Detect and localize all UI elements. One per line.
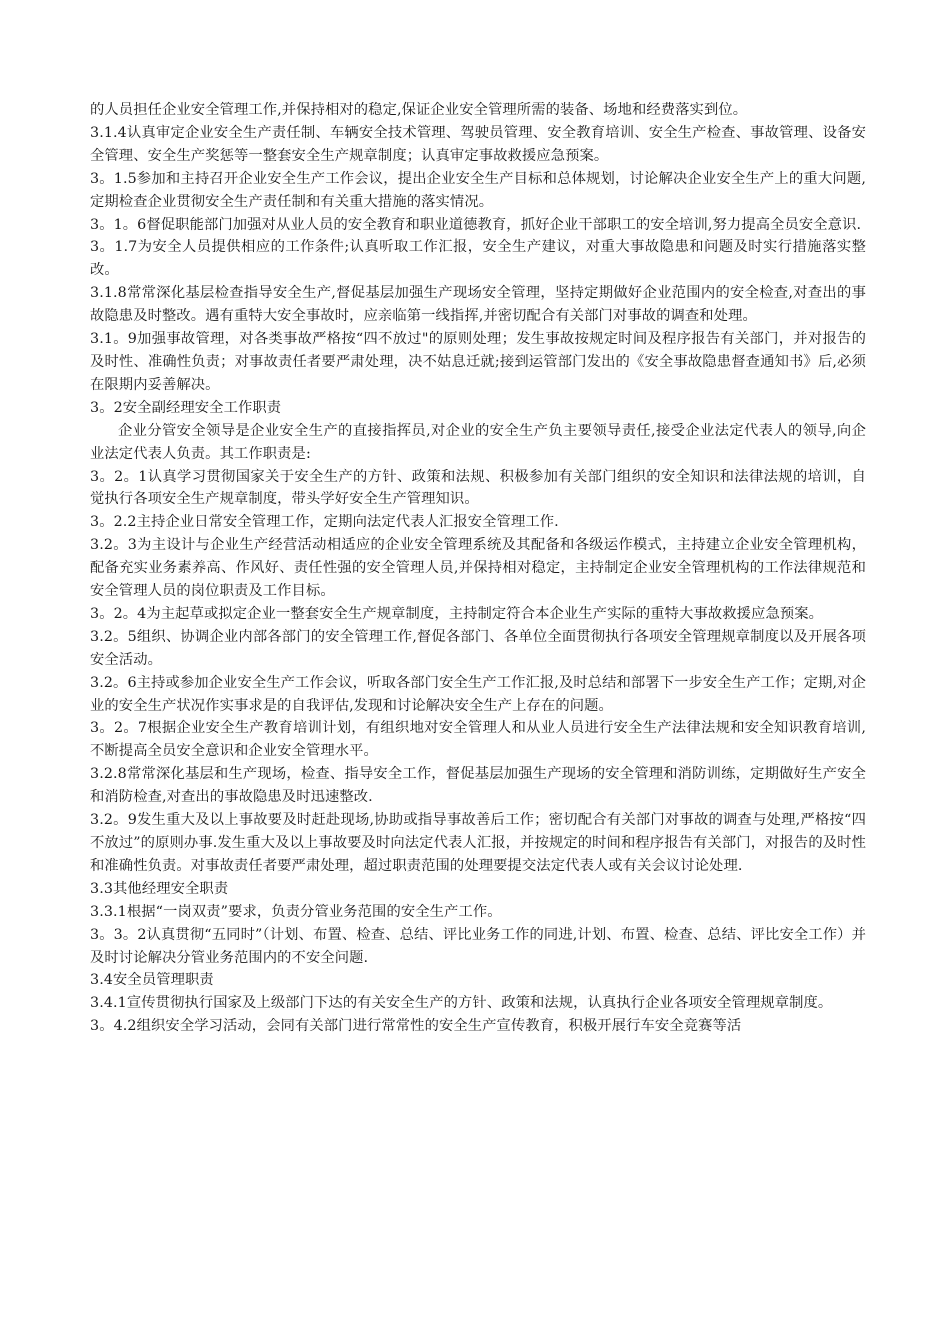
paragraph-11: 3.2。3为主设计与企业生产经营活动相适应的企业安全管理系统及其配备和各级运作模式，主持建立企业安全管理机构，配备充实业务素养高、作风好、责任性强的安全管理人员,并保持相对稳定，主持制定企业安全管理机构的工作法律规范和安全管理人员的岗位职责及工作目标。 [90,537,866,600]
paragraph-18: 3.3其他经理安全职责 [90,880,229,897]
paragraph-8: 企业分管安全领导是企业安全生产的直接指挥员,对企业的安全生产负主要领导责任,接受企业法定代表人的领导,向企业法定代表人负责。其工作职责是: [90,422,866,462]
paragraph-19: 3.3.1根据“一岗双责”要求，负责分管业务范围的安全生产工作。 [90,903,502,920]
paragraph-17: 3.2。9发生重大及以上事故要及时赶赴现场,协助或指导事故善后工作；密切配合有关部门对事故的调查与处理,严格按“四不放过”的原则办事.发生重大及以上事故要及时向法定代表人汇报，并按规定的时间和程序报告有关部门，对报告的及时性和准确性负责。对事故责任者要严肃处理，超过职责范围的处理要提交法定代表人或有关会议讨论处理. [90,812,866,874]
paragraph-3: 3。1。6督促职能部门加强对从业人员的安全教育和职业道德教育，抓好企业干部职工的安全培训,努力提高全员安全意识. [90,216,862,233]
paragraph-13: 3.2。5组织、协调企业内部各部门的安全管理工作,督促各部门、各单位全面贯彻执行各项安全管理规章制度以及开展各项安全活动。 [90,628,866,668]
paragraph-9: 3。2。1认真学习贯彻国家关于安全生产的方针、政策和法规、积极参加有关部门组织的安全知识和法律法规的培训，自觉执行各项安全生产规章制度，带头学好安全生产管理知识。 [90,468,866,508]
paragraph-7: 3。2安全副经理安全工作职责 [90,399,282,416]
paragraph-10: 3。2.2主持企业日常安全管理工作，定期向法定代表人汇报安全管理工作. [90,514,559,531]
paragraph-15: 3。2。7根据企业安全生产教育培训计划，有组织地对安全管理人和从业人员进行安全生产法律法规和安全知识教育培训,不断提高全员安全意识和企业安全管理水平。 [90,720,866,760]
paragraph-5: 3.1.8常常深化基层检查指导安全生产,督促基层加强生产现场安全管理，坚持定期做好企业范围内的安全检查,对查出的事故隐患及时整改。遇有重特大安全事故时，应亲临第一线指挥,并密切配合有关部门对事故的调查和处理。 [90,285,866,325]
paragraph-23: 3。4.2组织安全学习活动，会同有关部门进行常常性的安全生产宣传教育，积极开展行车安全竞赛等活 [90,1018,742,1035]
paragraph-12: 3。2。4为主起草或拟定企业一整套安全生产规章制度，主持制定符合本企业生产实际的重特大事故救援应急预案。 [90,605,824,622]
paragraph-21: 3.4安全员管理职责 [90,972,214,989]
paragraph-4: 3。1.7为安全人员提供相应的工作条件;认真听取工作汇报，安全生产建议，对重大事故隐患和问题及时实行措施落实整改。 [90,239,866,279]
paragraph-6: 3.1。9加强事故管理，对各类事故严格按“四不放过"的原则处理；发生事故按规定时间及程序报告有关部门，并对报告的及时性、准确性负责；对事故责任者要严肃处理，决不姑息迁就;接到运管部门发出的《安全事故隐患督查通知书》后,必须在限期内妥善解决。 [90,331,866,393]
paragraph-14: 3.2。6主持或参加企业安全生产工作会议，听取各部门安全生产工作汇报,及时总结和部署下一步安全生产工作；定期,对企业的安全生产状况作实事求是的自我评估,发现和讨论解决安全生产上存在的问题。 [90,674,866,714]
paragraph-20: 3。3。2认真贯彻“五同时”（计划、布置、检查、总结、评比业务工作的同进,计划、布置、检查、总结、评比安全工作）并及时讨论解决分管业务范围内的不安全问题. [90,926,866,966]
document-page [90,99,866,1038]
paragraph-22: 3.4.1宣传贯彻执行国家及上级部门下达的有关安全生产的方针、政策和法规，认真执行企业各项安全管理规章制度。 [90,995,833,1012]
paragraph-0: 的人员担任企业安全管理工作,并保持相对的稳定,保证企业安全管理所需的装备、场地和经费落实到位。 [90,102,748,118]
paragraph-1: 3.1.4认真审定企业安全生产责任制、车辆安全技术管理、驾驶员管理、安全教育培训、安全生产检查、事故管理、设备安全管理、安全生产奖惩等一整套安全生产规章制度；认真审定事故救援应急预案。 [90,124,866,164]
paragraph-2: 3。1.5参加和主持召开企业安全生产工作会议，提出企业安全生产目标和总体规划，讨论解决企业安全生产上的重大问题,定期检查企业贯彻安全生产责任制和有关重大措施的落实情况。 [90,170,866,210]
paragraph-16: 3.2.8常常深化基层和生产现场，检查、指导安全工作，督促基层加强生产现场的安全管理和消防训练，定期做好生产安全和消防检查,对查出的事故隐患及时迅速整改. [90,766,866,806]
